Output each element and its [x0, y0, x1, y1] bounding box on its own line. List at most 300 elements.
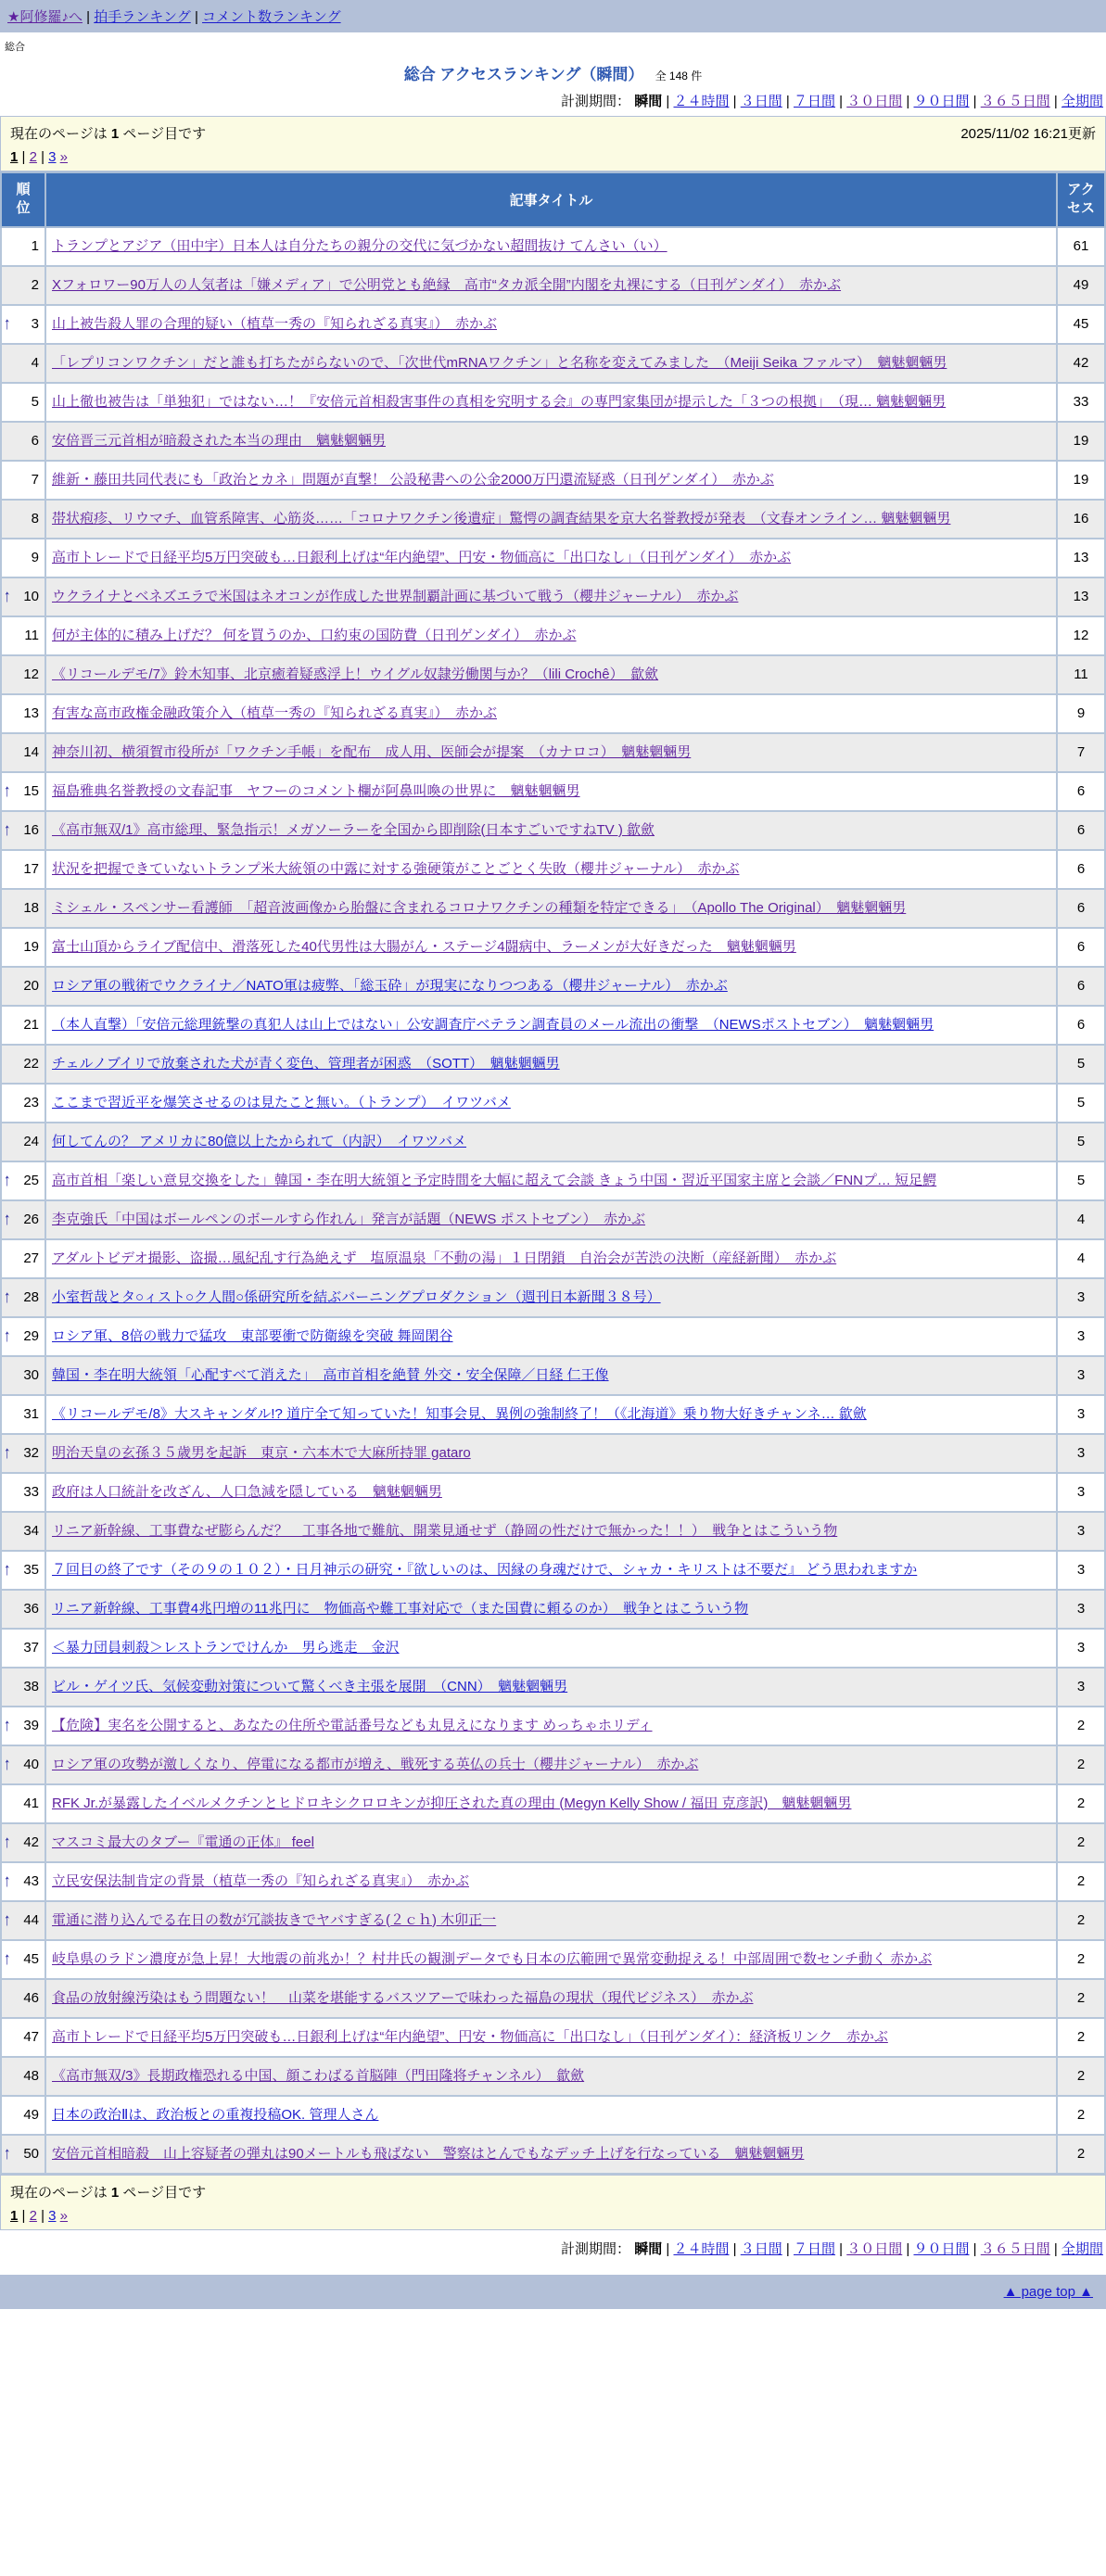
period-option[interactable]: ９０日間: [913, 94, 970, 109]
rank-up-icon: ↑: [4, 1209, 11, 1229]
current-page-number: 1: [110, 126, 120, 142]
rank-number: 32: [23, 1444, 39, 1461]
separator: |: [86, 9, 95, 25]
article-link[interactable]: 有害な高市政権金融政策介入（植草一秀の『知られざる真実』） 赤かぶ: [52, 704, 498, 721]
rank-cell: [1, 616, 45, 655]
title-cell: [45, 1784, 1057, 1823]
period-option[interactable]: ３６５日間: [980, 2240, 1050, 2257]
rank-number: 33: [23, 1483, 39, 1500]
rank-cell: [1, 1084, 45, 1123]
title-cell: [45, 577, 1057, 616]
title-cell: [45, 1590, 1057, 1629]
rank-number: 27: [23, 1250, 39, 1266]
table-row: [1, 772, 1105, 811]
period-option[interactable]: ３日間: [740, 2240, 782, 2257]
rank-cell: [1, 1707, 45, 1745]
table-row: [1, 2057, 1105, 2096]
title-cell: [45, 539, 1057, 577]
rank-number: 40: [23, 1756, 39, 1772]
period-option[interactable]: ２４時間: [673, 2240, 730, 2257]
rank-number: 12: [23, 666, 39, 682]
table-row: [1, 461, 1105, 500]
title-cell: [45, 811, 1057, 850]
rank-cell: [1, 1668, 45, 1707]
table-row: [1, 811, 1105, 850]
page-link[interactable]: 3: [48, 149, 57, 165]
page-link: 1: [10, 2207, 19, 2224]
table-row: [1, 500, 1105, 539]
access-count: 3: [1057, 1629, 1105, 1668]
access-count: 5: [1057, 1045, 1105, 1084]
title-cell: [45, 422, 1057, 461]
access-count: 13: [1057, 577, 1105, 616]
rank-cell: [1, 1434, 45, 1473]
article-link[interactable]: 《高市無双/3》長期政権恐れる中国、顔こわばる首脳陣（門田隆将チャンネル） 歙歛: [52, 2067, 585, 2084]
rank-up-icon: ↑: [4, 1754, 11, 1774]
title-cell: [45, 2018, 1057, 2057]
rank-cell: [1, 461, 45, 500]
table-row: [1, 1551, 1105, 1590]
title-cell: [45, 694, 1057, 733]
rank-cell: [1, 1395, 45, 1434]
title-cell: [45, 344, 1057, 383]
table-row: [1, 1668, 1105, 1707]
rank-cell: [1, 422, 45, 461]
access-count: 19: [1057, 422, 1105, 461]
rank-cell: [1, 1356, 45, 1395]
article-link[interactable]: 帯状疱疹、リウマチ、血管系障害、心筋炎……「コロナワクチン後遺症」驚愕の調査結果を京大名誉教授が発表 （文春オンライン… 魑魅魍魎男: [52, 510, 951, 527]
access-count: 6: [1057, 928, 1105, 967]
access-count: 45: [1057, 305, 1105, 344]
rank-number: 38: [23, 1678, 39, 1694]
title-cell: [45, 266, 1057, 305]
pagination-bottom: 1 | 2 | 3 »: [10, 2207, 69, 2224]
rank-cell: [1, 1629, 45, 1668]
article-link[interactable]: 《高市無双/1》高市総理、緊急指示！メガソーラーを全国から即削除(日本すごいですねTV ) 歙歛: [52, 821, 655, 838]
title-cell: [45, 1006, 1057, 1045]
rank-number: 24: [23, 1133, 39, 1149]
page-link[interactable]: 2: [29, 2207, 37, 2224]
article-link[interactable]: リニア新幹線、工事費4兆円増の11兆円に 物価高や難工事対応で（また国費に頼るのか） 戦争とはこういう物: [52, 1600, 749, 1617]
access-count: 2: [1057, 1862, 1105, 1901]
rank-cell: [1, 1317, 45, 1356]
table-row: [1, 655, 1105, 694]
bottom-whitespace: [0, 2309, 1106, 2348]
table-header-row: [1, 172, 1105, 227]
article-link[interactable]: 食品の放射線汚染はもう問題ない！ 山菜を堪能するバスツアーで味わった福島の現状（現代ビジネス） 赤かぶ: [52, 1989, 754, 2006]
article-link[interactable]: ウクライナとベネズエラで米国はネオコンが作成した世界制覇計画に基づいて戦う（櫻井ジャーナル） 赤かぶ: [52, 588, 739, 604]
title-cell: [45, 967, 1057, 1006]
access-count: 6: [1057, 811, 1105, 850]
title-cell: [45, 1668, 1057, 1707]
title-cell: [45, 1629, 1057, 1668]
access-count: 2: [1057, 2135, 1105, 2174]
article-link[interactable]: 状況を把握できていないトランプ米大統領の中露に対する強硬策がことごとく失敗（櫻井ジャーナル） 赤かぶ: [52, 860, 740, 877]
link-clap-ranking[interactable]: 拍手ランキング: [94, 9, 191, 25]
page-info-top: [0, 116, 1106, 171]
table-row: [1, 733, 1105, 772]
rank-cell: [1, 1123, 45, 1161]
article-link[interactable]: 立民安保法制肯定の背景（植草一秀の『知られざる真実』） 赤かぶ: [52, 1872, 470, 1889]
rank-number: 13: [23, 704, 39, 721]
title-cell: [45, 383, 1057, 422]
rank-cell: [1, 889, 45, 928]
rank-cell: [1, 1045, 45, 1084]
article-link[interactable]: 高市トレードで日経平均5万円突破も…日銀利上げは“年内絶望”、円安・物価高に「出口なし」（日刊ゲンダイ）：経済板リンク 赤かぶ: [52, 2028, 888, 2045]
access-count: 6: [1057, 889, 1105, 928]
page-title: [0, 61, 1106, 84]
access-count: 4: [1057, 1200, 1105, 1239]
title-cell: [45, 1123, 1057, 1161]
title-cell: [45, 1084, 1057, 1123]
article-link[interactable]: 《リコールデモ/8》大スキャンダル!? 道庁全て知っていた！知事会見、異例の強制終了！（《北海道》乗り物大好きチャンネ… 歙歛: [52, 1405, 867, 1422]
table-row: [1, 694, 1105, 733]
period-option[interactable]: 全期間: [1061, 94, 1103, 109]
rank-number: 25: [23, 1172, 39, 1188]
title-cell: [45, 1940, 1057, 1979]
page-link: 1: [10, 149, 19, 165]
table-row: [1, 305, 1105, 344]
period-option[interactable]: ３０日間: [846, 94, 903, 109]
rank-number: 36: [23, 1600, 39, 1617]
access-count: 4: [1057, 1239, 1105, 1278]
title-cell: [45, 227, 1057, 266]
article-link[interactable]: 神奈川初、横須賀市役所が「ワクチン手帳」を配布 成人用、医師会が提案 （カナロコ） 魑魅魍魎男: [52, 743, 692, 760]
article-link[interactable]: ＜暴力団員刺殺＞レストランでけんか 男ら逃走 金沢: [52, 1639, 400, 1656]
rank-cell: [1, 305, 45, 344]
rank-number: 3: [31, 315, 39, 332]
rank-number: 11: [24, 627, 39, 643]
table-row: [1, 2096, 1105, 2135]
article-link[interactable]: ７回目の終了です（その９の１０２）・日月神示の研究・『欲しいのは、因縁の身魂だけで、シャカ・キリストは不要だ』 どう思われますか: [52, 1561, 918, 1578]
rank-number: 15: [23, 782, 39, 799]
title-cell: [45, 733, 1057, 772]
table-row: [1, 1123, 1105, 1161]
table-row: [1, 1239, 1105, 1278]
rank-number: 16: [23, 821, 39, 838]
title-cell: [45, 1434, 1057, 1473]
rank-cell: [1, 1940, 45, 1979]
access-count: 6: [1057, 772, 1105, 811]
separator: |: [194, 9, 203, 25]
article-link[interactable]: 李克強氏「中国はボールペンのボールすら作れん」発言が話題（NEWS ポストセブン） 赤かぶ: [52, 1211, 646, 1227]
period-option[interactable]: ３６５日間: [980, 94, 1050, 109]
article-link[interactable]: 山上被告殺人罪の合理的疑い（植草一秀の『知られざる真実』） 赤かぶ: [52, 315, 498, 332]
title-cell: [45, 1161, 1057, 1200]
title-cell: [45, 1356, 1057, 1395]
article-link[interactable]: アダルトビデオ撮影、盗撮…風紀乱す行為絶えず 塩原温泉「不動の湯」１日閉鎖 自治会が苦渋の決断（産経新聞） 赤かぶ: [52, 1250, 837, 1266]
rank-cell: [1, 1006, 45, 1045]
access-count: 2: [1057, 2096, 1105, 2135]
rank-cell: [1, 266, 45, 305]
link-comment-ranking[interactable]: コメント数ランキング: [202, 9, 341, 25]
article-link[interactable]: 明治天皇の玄孫３５歳男を起訴 東京・六本木で大麻所持罪 gataro: [52, 1444, 471, 1461]
access-count: 6: [1057, 967, 1105, 1006]
table-row: [1, 344, 1105, 383]
rank-number: 37: [23, 1639, 39, 1656]
access-count: 6: [1057, 1006, 1105, 1045]
period-option[interactable]: ９０日間: [913, 2240, 970, 2257]
period-option[interactable]: ３日間: [740, 94, 782, 109]
rank-cell: [1, 1745, 45, 1784]
rank-cell: [1, 1200, 45, 1239]
title-cell: [45, 1045, 1057, 1084]
rank-number: 14: [23, 743, 39, 760]
period-option[interactable]: ３０日間: [846, 2240, 903, 2257]
article-link[interactable]: 何が主体的に積み上げだ？ 何を買うのか、口約束の国防費（日刊ゲンダイ） 赤かぶ: [52, 627, 577, 643]
rank-number: 47: [23, 2028, 39, 2045]
article-link[interactable]: トランプとアジア（田中宇）日本人は自分たちの親分の交代に気づかない超間抜け てんさい（い）: [52, 237, 667, 254]
access-count: 3: [1057, 1668, 1105, 1707]
top-nav-bar: [0, 0, 1106, 32]
table-row: [1, 1707, 1105, 1745]
rank-number: 22: [23, 1055, 39, 1072]
rank-number: 7: [31, 471, 39, 488]
table-row: [1, 1278, 1105, 1317]
article-link[interactable]: 安倍元首相暗殺 山上容疑者の弾丸は90メートルも飛ばない 警察はとんでもなデッチ上げを行なっている 魑魅魍魎男: [52, 2145, 805, 2162]
table-row: [1, 383, 1105, 422]
title-cell: [45, 1395, 1057, 1434]
article-link[interactable]: 安倍晋三元首相が暗殺された本当の理由 魑魅魍魎男: [52, 432, 387, 449]
rank-number: 34: [23, 1522, 39, 1539]
access-count: 3: [1057, 1473, 1105, 1512]
title-cell: [45, 889, 1057, 928]
access-count: 33: [1057, 383, 1105, 422]
table-row: [1, 2135, 1105, 2174]
column-header-access: アクセス: [1057, 172, 1105, 227]
access-count: 12: [1057, 616, 1105, 655]
column-header-rank: 順位: [1, 172, 45, 227]
access-count: 16: [1057, 500, 1105, 539]
period-label: 計測期間：: [561, 2240, 631, 2257]
rank-cell: [1, 733, 45, 772]
rank-cell: [1, 2135, 45, 2174]
article-link[interactable]: 岐阜県のラドン濃度が急上昇！大地震の前兆か！？村井氏の観測データでも日本の広範囲で異常変動捉える！中部周囲で数センチ動く 赤かぶ: [52, 1950, 933, 1967]
table-row: [1, 928, 1105, 967]
access-count: 3: [1057, 1317, 1105, 1356]
article-link[interactable]: Xフォロワー90万人の人気者は「嫌メディア」で公明党とも絶縁 高市“タカ派全開”内閣を丸裸にする（日刊ゲンダイ） 赤かぶ: [52, 276, 842, 293]
article-link[interactable]: ロシア軍の戦術でウクライナ／NATO軍は疲弊、「総玉砕」が現実になりつつある（櫻井ジャーナル） 赤かぶ: [52, 977, 728, 994]
title-cell: [45, 2096, 1057, 2135]
rank-number: 48: [23, 2067, 39, 2084]
title-cell: [45, 1823, 1057, 1862]
article-link[interactable]: 高市首相「楽しい意見交換をした」韓国・李在明大統領と予定時間を大幅に超えて会談 きょう中国・習近平国家主席と会談／FNNプ… 短足鰐: [52, 1172, 937, 1188]
page-link[interactable]: 3: [48, 2207, 57, 2224]
table-row: [1, 1473, 1105, 1512]
table-row: [1, 850, 1105, 889]
rank-cell: [1, 1590, 45, 1629]
rank-cell: [1, 539, 45, 577]
access-count: 2: [1057, 1940, 1105, 1979]
page-top-link[interactable]: ▲ page top ▲: [1003, 2283, 1093, 2300]
access-count: 2: [1057, 1745, 1105, 1784]
total-count: 全 148 件: [655, 70, 703, 82]
title-cell: [45, 1278, 1057, 1317]
current-page-text: 現在のページは 1 ページ目です: [10, 2184, 207, 2201]
article-link[interactable]: 【危険】実名を公開すると、あなたの住所や電話番号なども丸見えになります めっちゃホリディ: [52, 1717, 653, 1733]
rank-number: 44: [23, 1911, 39, 1928]
rank-up-icon: ↑: [4, 780, 11, 801]
access-count: 2: [1057, 1901, 1105, 1940]
title-cell: [45, 1512, 1057, 1551]
page-link[interactable]: 2: [29, 149, 37, 165]
table-row: [1, 1045, 1105, 1084]
article-link[interactable]: （本人直撃）「安倍元総理銃撃の真犯人は山上ではない」公安調査庁ベテラン調査員のメール流出の衝撃 （NEWSポストセブン） 魑魅魍魎男: [52, 1016, 934, 1033]
rank-cell: [1, 1473, 45, 1512]
table-row: [1, 1745, 1105, 1784]
article-link[interactable]: 電通に潜り込んでる在日の数が冗談抜きでヤバすぎる(２ｃｈ) 木卯正一: [52, 1911, 497, 1928]
table-row: [1, 1200, 1105, 1239]
title-cell: [45, 1473, 1057, 1512]
table-row: [1, 1590, 1105, 1629]
title-cell: [45, 1862, 1057, 1901]
article-link[interactable]: RFK Jr.が暴露したイベルメクチンとヒドロキシクロロキンが抑圧された真の理由 (Megyn Kelly Show / 福田 克彦訳) 魑魅魍魎男: [52, 1795, 852, 1811]
article-link[interactable]: ビル・ゲイツ氏、気候変動対策について驚くべき主張を展開 （CNN） 魑魅魍魎男: [52, 1678, 568, 1694]
table-row: [1, 539, 1105, 577]
current-page-number: 1: [110, 2184, 120, 2201]
table-row: [1, 1084, 1105, 1123]
article-link[interactable]: 政府は人口統計を改ざん、人口急減を隠している 魑魅魍魎男: [52, 1483, 442, 1500]
rank-cell: [1, 1278, 45, 1317]
page-info-bottom: [0, 2175, 1106, 2230]
period-option[interactable]: ２４時間: [673, 94, 730, 109]
board-label: 総合: [5, 42, 25, 53]
article-link[interactable]: ミシェル・スペンサー看護師 「超音波画像から胎盤に含まれるコロナワクチンの種類を特定できる」 （Apollo The Original） 魑魅魍魎男: [52, 899, 907, 916]
article-link[interactable]: 維新・藤田共同代表にも「政治とカネ」問題が直撃！ 公設秘書への公金2000万円還流疑惑（日刊ゲンダイ） 赤かぶ: [52, 471, 774, 488]
rank-number: 35: [23, 1561, 39, 1578]
access-count: 5: [1057, 1123, 1105, 1161]
current-page-text: 現在のページは 1 ページ目です: [10, 126, 207, 142]
table-row: [1, 2018, 1105, 2057]
article-link[interactable]: 山上徹也被告は「単独犯」ではない…！『安倍元首相殺害事件の真相を究明する会』の専門家集団が提示した「３つの根拠」 （現… 魑魅魍魎男: [52, 393, 947, 410]
table-row: [1, 1940, 1105, 1979]
access-count: 49: [1057, 266, 1105, 305]
access-count: 42: [1057, 344, 1105, 383]
rank-cell: [1, 2096, 45, 2135]
rank-up-icon: ↑: [4, 1715, 11, 1735]
rank-cell: [1, 2018, 45, 2057]
link-asyura-home[interactable]: ★阿修羅♪へ: [7, 9, 83, 25]
article-link[interactable]: ロシア軍、8倍の戦力で猛攻 東部要衝で防衛線を突破 舞岡閑谷: [52, 1327, 453, 1344]
rank-number: 10: [23, 588, 39, 604]
article-link[interactable]: リニア新幹線、工事費なぜ膨らんだ？ 工事各地で難航、開業見通せず（静岡の性だけで無かった！！） 戦争とはこういう物: [52, 1522, 838, 1539]
title-cell: [45, 928, 1057, 967]
table-row: [1, 616, 1105, 655]
rank-cell: [1, 655, 45, 694]
rank-up-icon: ↑: [4, 1871, 11, 1891]
article-link[interactable]: チェルノブイリで放棄された犬が青く変色、管理者が困惑 （SOTT） 魑魅魍魎男: [52, 1055, 560, 1072]
access-count: 3: [1057, 1434, 1105, 1473]
rank-up-icon: ↑: [4, 586, 11, 606]
rank-number: 39: [23, 1717, 39, 1733]
rank-cell: [1, 967, 45, 1006]
rank-number: 46: [23, 1989, 39, 2006]
table-row: [1, 1356, 1105, 1395]
table-row: [1, 577, 1105, 616]
table-row: [1, 1629, 1105, 1668]
access-count: 2: [1057, 1707, 1105, 1745]
title-cell: [45, 1745, 1057, 1784]
access-count: 3: [1057, 1590, 1105, 1629]
title-cell: [45, 305, 1057, 344]
rank-number: 26: [23, 1211, 39, 1227]
rank-number: 29: [23, 1327, 39, 1344]
rank-number: 23: [23, 1094, 39, 1110]
title-cell: [45, 2135, 1057, 2174]
rank-cell: [1, 2057, 45, 2096]
table-row: [1, 422, 1105, 461]
ranking-rows: [1, 227, 1105, 2174]
title-cell: [45, 1901, 1057, 1940]
table-row: [1, 1395, 1105, 1434]
rank-up-icon: ↑: [4, 1832, 11, 1852]
article-link[interactable]: 日本の政治Ⅱは、政治板との重複投稿OK. 管理人さん: [52, 2106, 379, 2123]
period-option[interactable]: ７日間: [793, 94, 835, 109]
title-cell: [45, 1239, 1057, 1278]
access-count: 5: [1057, 1161, 1105, 1200]
next-page-link[interactable]: »: [59, 149, 69, 165]
period-option[interactable]: ７日間: [793, 2240, 835, 2257]
article-link[interactable]: 「レプリコンワクチン」だと誰も打ちたがらないので、「次世代mRNAワクチン」と名称を変えてみました （Meiji Seika ファルマ） 魑魅魍魎男: [52, 354, 947, 371]
article-link[interactable]: 《リコールデモ/7》鈴木知事、北京癒着疑惑浮上！ウイグル奴隷労働関与か？（lili Crochê） 歙歛: [52, 666, 659, 682]
rank-up-icon: ↑: [4, 1442, 11, 1463]
title-cell: [45, 461, 1057, 500]
period-option: 瞬間: [634, 2240, 663, 2257]
access-count: 9: [1057, 694, 1105, 733]
access-count: 3: [1057, 1356, 1105, 1395]
article-link[interactable]: 何してんの？ アメリカに80億以上たかられて（内訳） イワツバメ: [52, 1133, 467, 1149]
article-link[interactable]: ここまで習近平を爆笑させるのは見たこと無い。（トランプ） イワツバメ: [52, 1094, 511, 1110]
rank-number: 19: [23, 938, 39, 955]
article-link[interactable]: ロシア軍の攻勢が激しくなり、停電になる都市が増え、戦死する英仏の兵士（櫻井ジャーナル） 赤かぶ: [52, 1756, 699, 1772]
table-row: [1, 1434, 1105, 1473]
pagination-top: 1 | 2 | 3 »: [10, 149, 69, 165]
access-count: 3: [1057, 1512, 1105, 1551]
rank-up-icon: ↑: [4, 819, 11, 840]
rank-number: 17: [23, 860, 39, 877]
article-link[interactable]: 高市トレードで日経平均5万円突破も…日銀利上げは“年内絶望”、円安・物価高に「出口なし」（日刊ゲンダイ） 赤かぶ: [52, 549, 792, 565]
article-link[interactable]: マスコミ最大のタブー『電通の正体』 feel: [52, 1834, 314, 1850]
title-cell: [45, 772, 1057, 811]
article-link[interactable]: 小室哲哉とタ○ィスト○ク人間○係研究所を結ぶバーニングプロダクション（週刊日本新聞３８号）: [52, 1288, 661, 1305]
title-cell: [45, 1200, 1057, 1239]
access-count: 2: [1057, 2057, 1105, 2096]
period-nav-top: 計測期間： 瞬間 | ２４時間 | ３日間 | ７日間 | ３０日間 | ９０日間 | ３６５日間 | 全期間: [561, 94, 1103, 109]
rank-up-icon: ↑: [4, 1170, 11, 1190]
title-cell: [45, 655, 1057, 694]
updated-timestamp: 2025/11/02 16:21更新: [960, 126, 1096, 142]
article-link[interactable]: 福島雅典名誉教授の文春記事 ヤフーのコメント欄が阿鼻叫喚の世界に 魑魅魍魎男: [52, 782, 580, 799]
table-row: [1, 889, 1105, 928]
rank-number: 18: [23, 899, 39, 916]
ranking-table: [0, 171, 1106, 2175]
next-page-link[interactable]: »: [59, 2207, 69, 2224]
access-count: 7: [1057, 733, 1105, 772]
table-row: [1, 1823, 1105, 1862]
access-count: 13: [1057, 539, 1105, 577]
rank-number: 31: [23, 1405, 39, 1422]
access-count: 5: [1057, 1084, 1105, 1123]
rank-up-icon: ↑: [4, 1326, 11, 1346]
article-link[interactable]: 韓国・李在明大統領「心配すべて消えた」 高市首相を絶賛 外交・安全保障／日経 仁王像: [52, 1366, 609, 1383]
rank-up-icon: ↑: [4, 313, 11, 334]
article-link[interactable]: 富士山頂からライブ配信中、滑落死した40代男性は大腸がん・ステージ4闘病中、ラーメンが大好きだった 魑魅魍魎男: [52, 938, 796, 955]
rank-number: 28: [23, 1288, 39, 1305]
title-cell: [45, 500, 1057, 539]
rank-number: 2: [31, 276, 39, 293]
period-option[interactable]: 全期間: [1061, 2240, 1103, 2257]
rank-up-icon: ↑: [4, 1910, 11, 1930]
